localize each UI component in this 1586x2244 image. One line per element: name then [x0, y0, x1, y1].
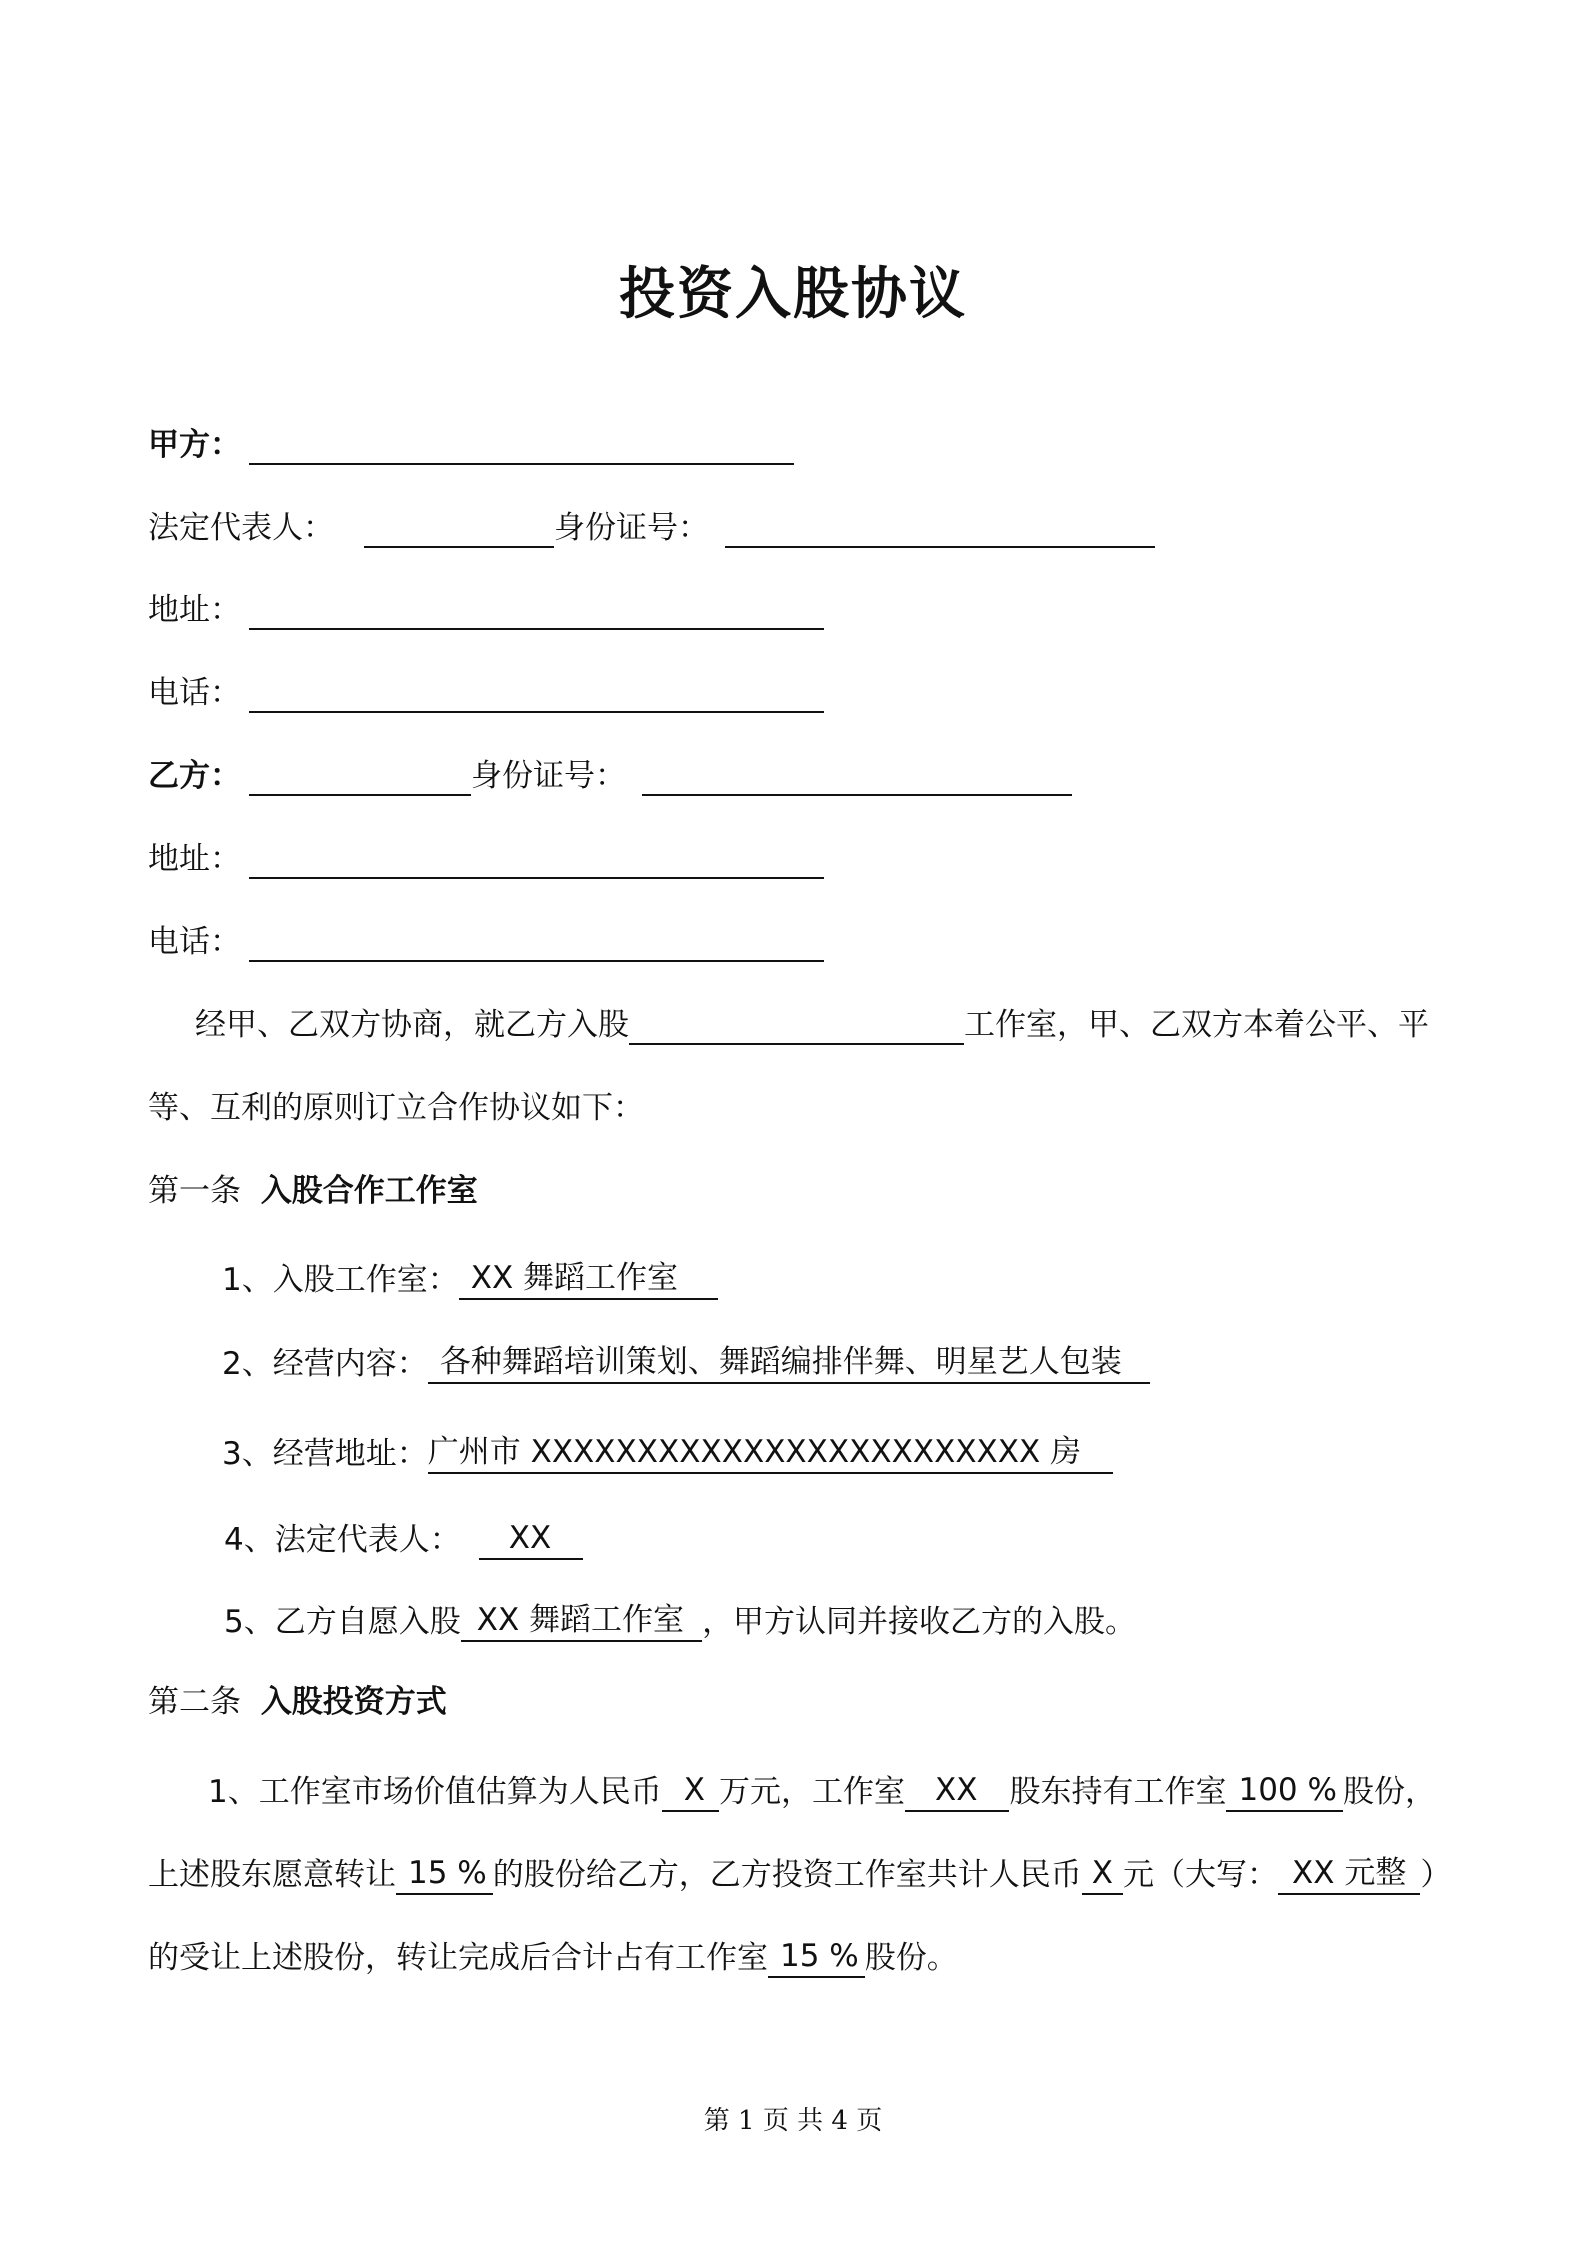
article-2-para-3	[148, 1936, 958, 1978]
party-b-address-blank	[249, 843, 824, 879]
party-b-blank	[249, 760, 471, 796]
party-a-address-label: 地址：	[148, 592, 241, 628]
item-1-value: XX 舞蹈工作室	[459, 1258, 718, 1300]
item-5-suffix: ，甲方认同并接收乙方的入股。	[702, 1604, 1137, 1640]
article-2-heading	[148, 1682, 447, 1722]
article-1-item-2	[222, 1342, 1150, 1384]
article-2-title: 入股投资方式	[260, 1684, 447, 1720]
shareholder-field: XX	[905, 1770, 1009, 1812]
document-title: 投资入股协议	[619, 262, 967, 327]
intro-part2: 工作室，甲、乙双方本着公平、平	[964, 1007, 1429, 1043]
party-a-id-label: 身份证号：	[554, 510, 709, 546]
p1-text-d: 股份，	[1342, 1774, 1436, 1810]
article-2-para-2	[148, 1853, 1451, 1895]
p1-text-b: 万元，工作室	[718, 1774, 905, 1810]
party-b-id-blank	[642, 760, 1072, 796]
article-2-number: 第二条	[148, 1684, 241, 1720]
party-a-blank	[249, 429, 794, 465]
p2-text-d: ）	[1420, 1857, 1452, 1893]
party-b-phone-blank	[249, 926, 824, 962]
intro-part1: 经甲、乙双方协商，就乙方入股	[195, 1007, 629, 1043]
amount-in-words-field: XX 元整	[1278, 1853, 1420, 1895]
article-1-item-5	[224, 1600, 1136, 1642]
item-5-prefix: 5、乙方自愿入股	[224, 1604, 461, 1640]
article-1-title: 入股合作工作室	[260, 1173, 478, 1209]
party-b-phone-row	[148, 922, 824, 962]
party-a-phone-row	[148, 673, 824, 713]
p2-text-a: 上述股东愿意转让	[148, 1857, 396, 1893]
investment-amount-field: X	[1082, 1853, 1123, 1895]
p2-text-c: 元（大写：	[1123, 1857, 1279, 1893]
party-a-phone-label: 电话：	[148, 675, 241, 711]
legal-rep-row	[148, 508, 1155, 548]
article-1-item-3	[222, 1432, 1113, 1474]
article-1-item-1	[222, 1258, 718, 1300]
item-5-value: XX 舞蹈工作室	[461, 1600, 702, 1642]
p1-text-c: 股东持有工作室	[1009, 1774, 1227, 1810]
item-3-label: 3、经营地址：	[222, 1436, 428, 1472]
legal-rep-label: 法定代表人：	[148, 510, 334, 546]
item-4-label: 4、法定代表人：	[224, 1522, 461, 1558]
market-value-field: X	[662, 1770, 719, 1812]
transfer-percent-field: 15 %	[396, 1853, 493, 1895]
p2-text-b: 的股份给乙方，乙方投资工作室共计人民币	[492, 1857, 1082, 1893]
p3-text-a: 的受让上述股份，转让完成后合计占有工作室	[148, 1940, 768, 1976]
page-footer: 第 1 页 共 4 页	[703, 2106, 883, 2136]
p1-text-a: 1、工作室市场价值估算为人民币	[208, 1774, 662, 1810]
party-a-phone-blank	[249, 677, 824, 713]
item-1-label: 1、入股工作室：	[222, 1262, 459, 1298]
item-2-label: 2、经营内容：	[222, 1346, 428, 1382]
holding-percent-field: 100 %	[1226, 1770, 1342, 1812]
intro-line-1	[195, 1005, 1429, 1045]
item-2-value: 各种舞蹈培训策划、舞蹈编排伴舞、明星艺人包装	[428, 1342, 1150, 1384]
party-a-address-blank	[249, 594, 824, 630]
party-a-row	[148, 425, 794, 465]
party-b-address-label: 地址：	[148, 841, 241, 877]
legal-rep-blank	[364, 512, 554, 548]
studio-name-blank	[629, 1009, 964, 1045]
party-b-phone-label: 电话：	[148, 924, 241, 960]
party-b-label: 乙方：	[148, 758, 241, 794]
final-percent-field: 15 %	[768, 1936, 865, 1978]
party-b-row	[148, 756, 1072, 796]
item-3-value: 广州市 XXXXXXXXXXXXXXXXXXXXXXXX 房	[428, 1432, 1113, 1474]
party-b-id-label: 身份证号：	[471, 758, 626, 794]
party-a-id-blank	[725, 512, 1155, 548]
article-2-para-1	[208, 1770, 1436, 1812]
party-a-address-row	[148, 590, 824, 630]
p3-text-b: 股份。	[864, 1940, 958, 1976]
intro-line-2: 等、互利的原则订立合作协议如下：	[148, 1090, 644, 1126]
article-1-item-4	[224, 1518, 583, 1560]
party-b-address-row	[148, 839, 824, 879]
article-1-heading	[148, 1171, 478, 1211]
item-4-value: XX	[479, 1518, 583, 1560]
party-a-label: 甲方：	[148, 427, 241, 463]
article-1-number: 第一条	[148, 1173, 241, 1209]
